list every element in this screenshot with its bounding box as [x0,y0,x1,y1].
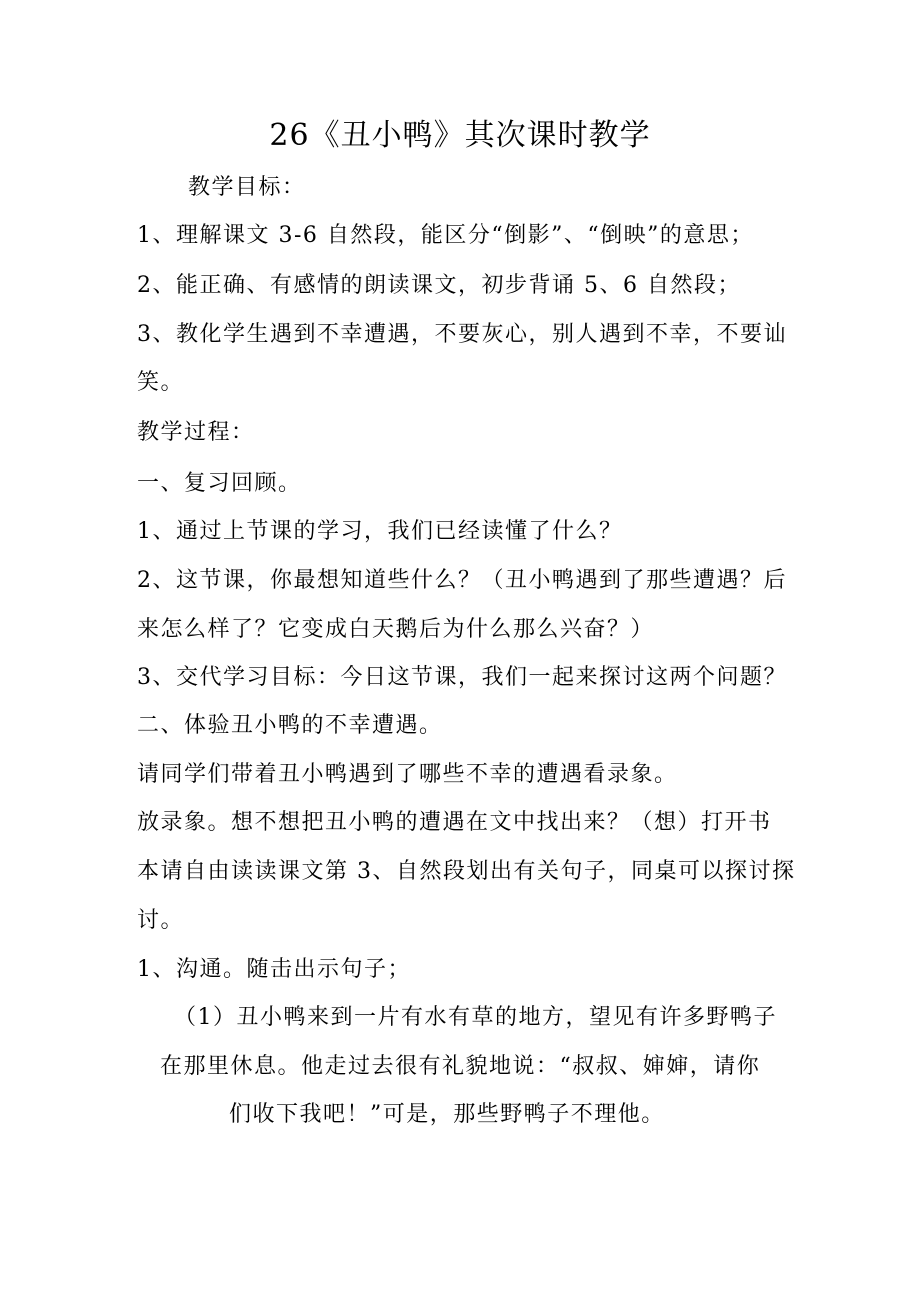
goal-item-1: 1、理解课文 3-6 自然段，能区分“倒影”、“倒映”的意思； [137,223,754,248]
goal-item-2: 2、能正确、有感情的朗读课文，初步背诵 5、6 自然段； [137,273,741,298]
section-1-item-3: 3、交代学习目标：今日这节课，我们一起来探讨这两个问题？ [137,665,787,690]
section-1-item-2-line-1: 2、这节课，你最想知道些什么？（丑小鸭遇到了那些遭遇？后 [137,568,787,593]
section-1-item-1: 1、通过上节课的学习，我们已经读懂了什么？ [137,519,623,544]
goal-item-3-line-1: 3、教化学生遇到不幸遭遇，不要灰心，别人遇到不幸，不要讪 [137,322,787,347]
process-heading: 教学过程： [137,420,255,445]
section-2-item-1: 1、沟通。随击出示句子； [137,957,411,982]
section-2-heading: 二、体验丑小鸭的不幸遭遇。 [137,713,443,738]
section-2-paragraph-2-line-3: 讨。 [137,908,185,933]
section-1-item-2-line-2: 来怎么样了？它变成白天鹅后为什么那么兴奋？） [137,617,655,642]
goals-heading: 教学目标： [188,175,306,200]
quote-1-line-2: 在那里休息。他走过去很有礼貌地说：“叔叔、婶婶，请你 [160,1054,761,1079]
section-2-paragraph-2-line-2: 本请自由读读课文第 3、自然段划出有关句子，同桌可以探讨探 [137,859,796,884]
document-title: 26《丑小鸭》其次课时教学 [269,118,651,153]
goal-item-3-line-2: 笑。 [137,370,185,395]
quote-1-line-3: 们收下我吧！”可是，那些野鸭子不理他。 [229,1102,665,1127]
section-1-heading: 一、复习回顾。 [137,471,302,496]
section-2-paragraph-1: 请同学们带着丑小鸭遇到了哪些不幸的遭遇看录象。 [137,762,678,787]
quote-1-line-1: （1）丑小鸭来到一片有水有草的地方，望见有许多野鸭子 [174,1005,777,1030]
section-2-paragraph-2-line-1: 放录象。想不想把丑小鸭的遭遇在文中找出来？（想）打开书 [137,810,772,835]
